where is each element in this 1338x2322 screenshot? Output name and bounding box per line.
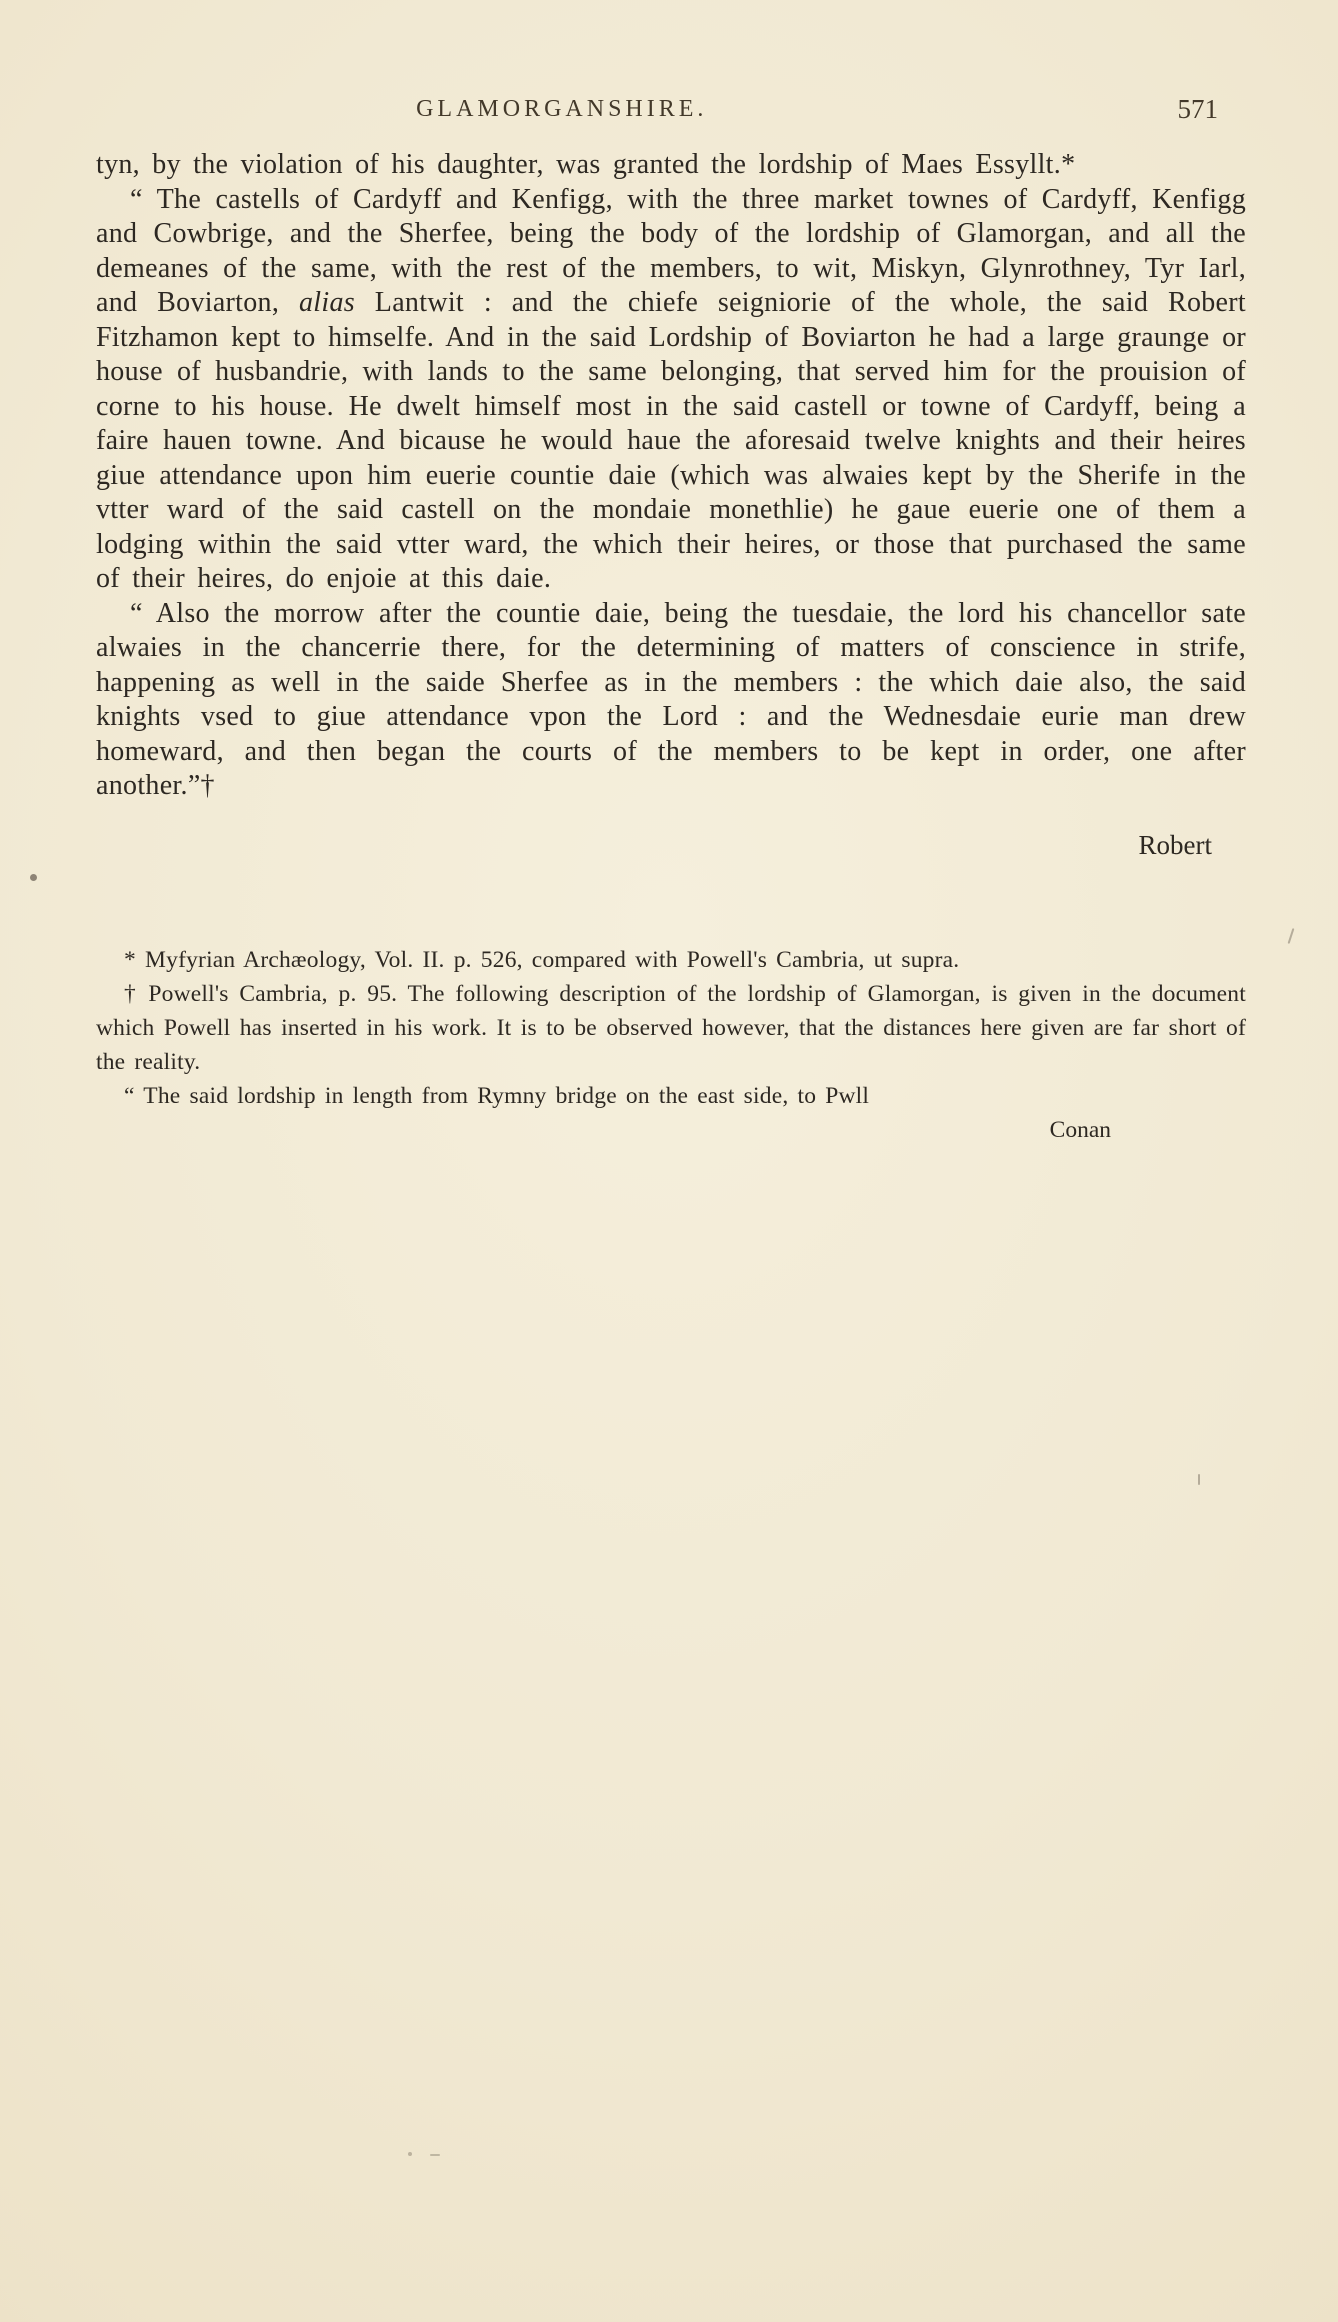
- text-segment: * Myfyrian Archæology, Vol. II. p. 526, compared with Powell's Cambria, ut supra.: [124, 946, 960, 973]
- paragraph: [96, 597, 1246, 804]
- italic-text: alias: [299, 287, 355, 318]
- paragraph: [96, 183, 1246, 597]
- footnote-catchword: Conan: [1049, 1116, 1111, 1143]
- paragraph: [96, 148, 1246, 183]
- page-content: [96, 96, 1246, 1147]
- text-segment: Lantwit : and the chiefe seigniorie of the whole, the said Robert Fitzhamon kept to himselfe. And in the said Lordship of Boviarton he had a large graunge or house of husbandrie, with lands to the same belonging, that served him for the prouision of corne to his house. He dwelt himself most in the said castell or towne of Cardyff, being a faire hauen towne. And bicause he would haue the aforesaid twelve knights and their heires giue attendance upon him euerie countie daie (which was alwaies kept by the Sherife in the vtter ward of the said castell on the mondaie monethlie) he gaue euerie one of them a lodging within the said vtter ward, the which their heires, or those that purchased the same of their heires, do enjoie at this daie.: [96, 287, 1246, 594]
- catchword: Robert: [1138, 829, 1212, 860]
- text-segment: tyn, by the violation of his daughter, was granted the lordship of Maes Essyllt.*: [96, 149, 1076, 180]
- body-text: [96, 148, 1246, 804]
- text-segment: “ The castells of Cardyff and Kenfigg, with the three market townes of Cardyff, Kenfigg and Cowbrige, and the Sherfee, being the body of the lordship of Glamorgan, and all the demeanes of the same, with the rest of the members, to wit, Miskyn, Glynrothney, Tyr Iarl, and Boviarton,: [96, 183, 1246, 318]
- ink-speck: [1198, 1474, 1200, 1485]
- text-segment: “ The said lordship in length from Rymny bridge on the east side, to Pwll: [124, 1082, 870, 1109]
- running-title: GLAMORGANSHIRE.: [416, 96, 708, 122]
- ink-speck: [430, 2154, 440, 2156]
- footnote-list: [96, 943, 1246, 1113]
- page-number: 571: [1177, 94, 1218, 124]
- ink-speck: [408, 2152, 412, 2156]
- footnote: [96, 1079, 1246, 1113]
- ink-speck: [1288, 928, 1295, 944]
- page-header: [96, 96, 1246, 132]
- footnote: [96, 943, 1246, 977]
- ink-speck: [30, 874, 37, 881]
- text-segment: † Powell's Cambria, p. 95. The following description of the lordship of Glamorgan, is given in the document which Powell has inserted in his work. It is to be observed however, that the distances here given are far short of the reality.: [96, 980, 1246, 1075]
- text-segment: “ Also the morrow after the countie daie, being the tuesdaie, the lord his chancellor sate alwaies in the chancerrie there, for the determining of matters of conscience in strife, happening as well in the saide Sherfee as in the members : the which daie also, the said knights vsed to giue attendance vpon the Lord : and the Wednesdaie eurie man drew homeward, and then began the courts of the members to be kept in order, one after another.”†: [96, 597, 1246, 801]
- footnote: [96, 977, 1246, 1079]
